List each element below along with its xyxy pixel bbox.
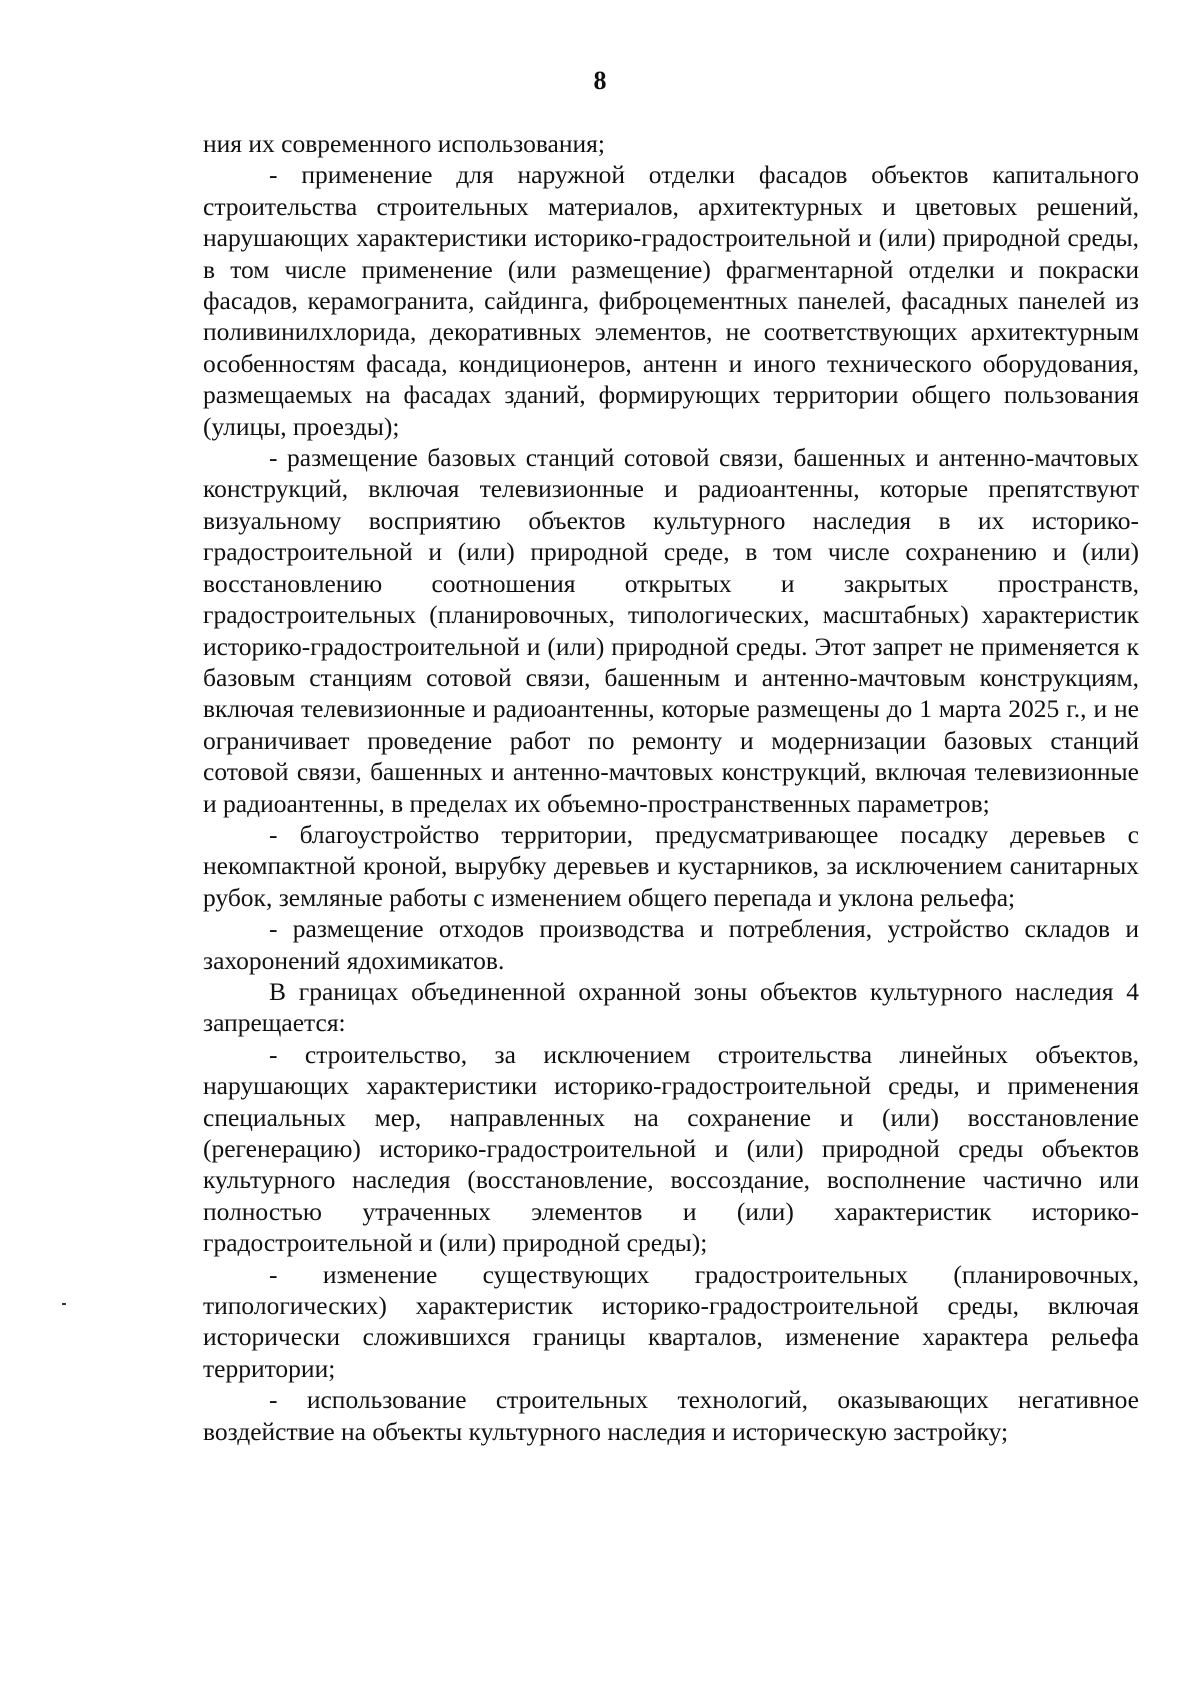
- document-body: [203, 128, 1139, 1447]
- paragraph: - изменение существующих градостроительных (планировочных, типологических) характеристик историко-градостроительной среды, включая исторически сложившихся границы кварталов, изменение характера рельефа территории;: [203, 1259, 1139, 1383]
- page-number: 8: [593, 66, 607, 95]
- paragraph: В границах объединенной охранной зоны объектов культурного наследия 4 запрещается:: [203, 976, 1139, 1038]
- paragraph: - строительство, за исключением строительства линейных объектов, нарушающих характеристики историко-градостроительной среды, и применения специальных мер, направленных на сохранение и (или) восстановление (регенерацию) историко-градостроительной и (или) природной среды объектов культурного наследия (восстановление, воссоздание, восполнение частично или полностью утраченных элементов и (или) характеристик историко-градостроительной и (или) природной среды);: [203, 1039, 1139, 1258]
- paragraph: - благоустройство территории, предусматривающее посадку деревьев с некомпактной кроной, вырубку деревьев и кустарников, за исключением санитарных рубок, земляные работы с изменением общего перепада и уклона рельефа;: [203, 819, 1139, 912]
- paragraph: - применение для наружной отделки фасадов объектов капитального строительства строительных материалов, архитектурных и цветовых решений, нарушающих характеристики историко-градостроительной и (или) природной среды, в том числе применение (или размещение) фрагментарной отделки и покраски фасадов, керамогранита, сайдинга, фиброцементных панелей, фасадных панелей из поливинилхлорида, декоративных элементов, не соответствующих архитектурным особенностям фасада, кондиционеров, антенн и иного технического оборудования, размещаемых на фасадах зданий, формирующих территории общего пользования (улицы, проезды);: [203, 160, 1139, 441]
- scan-speck: [62, 1303, 66, 1305]
- paragraph: - использование строительных технологий, оказывающих негативное воздействие на объекты культурного наследия и историческую застройку;: [203, 1385, 1139, 1446]
- paragraph: ния их современного использования;: [203, 129, 605, 158]
- paragraph: - размещение отходов производства и потребления, устройство складов и захоронений ядохимикатов.: [203, 914, 1139, 975]
- paragraph: - размещение базовых станций сотовой связи, башенных и антенно-мачтовых конструкций, включая телевизионные и радиоантенны, которые препятствуют визуальному восприятию объектов культурного наследия в их историко-градостроительной и (или) природной среде, в том числе сохранению и (или) восстановлению соотношения открытых и закрытых пространств, градостроительных (планировочных, типологических, масштабных) характеристик историко-градостроительной и (или) природной среды. Этот запрет не применяется к базовым станциям сотовой связи, башенным и антенно-мачтовым конструкциям, включая телевизионные и радиоантенны, которые размещены до 1 марта 2025 г., и не ограничивает проведение работ по ремонту и модернизации базовых станций сотовой связи, башенных и антенно-мачтовых конструкций, включая телевизионные и радиоантенны, в пределах их объемно-пространственных параметров;: [203, 443, 1139, 818]
